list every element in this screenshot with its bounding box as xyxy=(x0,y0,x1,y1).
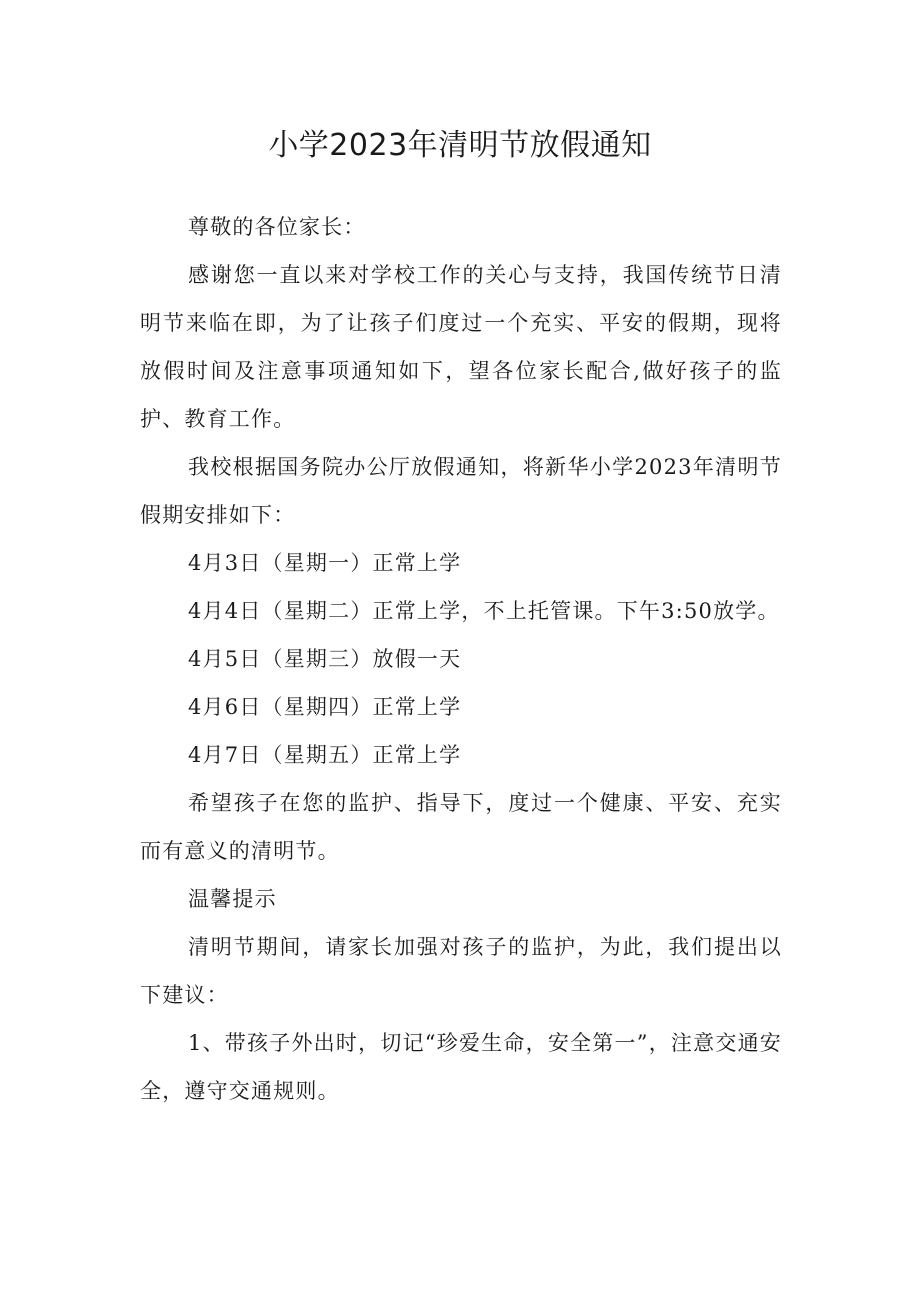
tips-intro-paragraph: 清明节期间，请家长加强对孩子的监护，为此，我们提出以下建议： xyxy=(140,935,782,1007)
schedule-intro-paragraph: 我校根据国务院办公厅放假通知，将新华小学2023年清明节假期安排如下： xyxy=(140,455,782,527)
schedule-item-apr6: 4月6日（星期四）正常上学 xyxy=(188,695,462,719)
tip-item-1: 1、带孩子外出时，切记“珍爱生命，安全第一”，注意交通安全，遵守交通规则。 xyxy=(140,1031,782,1103)
wish-paragraph: 希望孩子在您的监护、指导下，度过一个健康、平安、充实而有意义的清明节。 xyxy=(140,791,782,863)
document-title: 小学2023年清明节放假通知 xyxy=(268,128,652,163)
schedule-item-apr5: 4月5日（星期三）放假一天 xyxy=(188,647,462,671)
document-body xyxy=(140,203,782,1115)
schedule-item-apr3: 4月3日（星期一）正常上学 xyxy=(188,551,462,575)
intro-paragraph: 感谢您一直以来对学校工作的关心与支持，我国传统节日清明节来临在即，为了让孩子们度过一个充实、平安的假期，现将放假时间及注意事项通知如下，望各位家长配合,做好孩子的监护、教育工作。 xyxy=(140,263,782,431)
schedule-item-apr7: 4月7日（星期五）正常上学 xyxy=(188,743,462,767)
salutation: 尊敬的各位家长： xyxy=(188,215,366,239)
schedule-item-apr4: 4月4日（星期二）正常上学，不上托管课。下午3:50放学。 xyxy=(188,599,780,623)
tips-heading: 温馨提示 xyxy=(188,887,277,911)
